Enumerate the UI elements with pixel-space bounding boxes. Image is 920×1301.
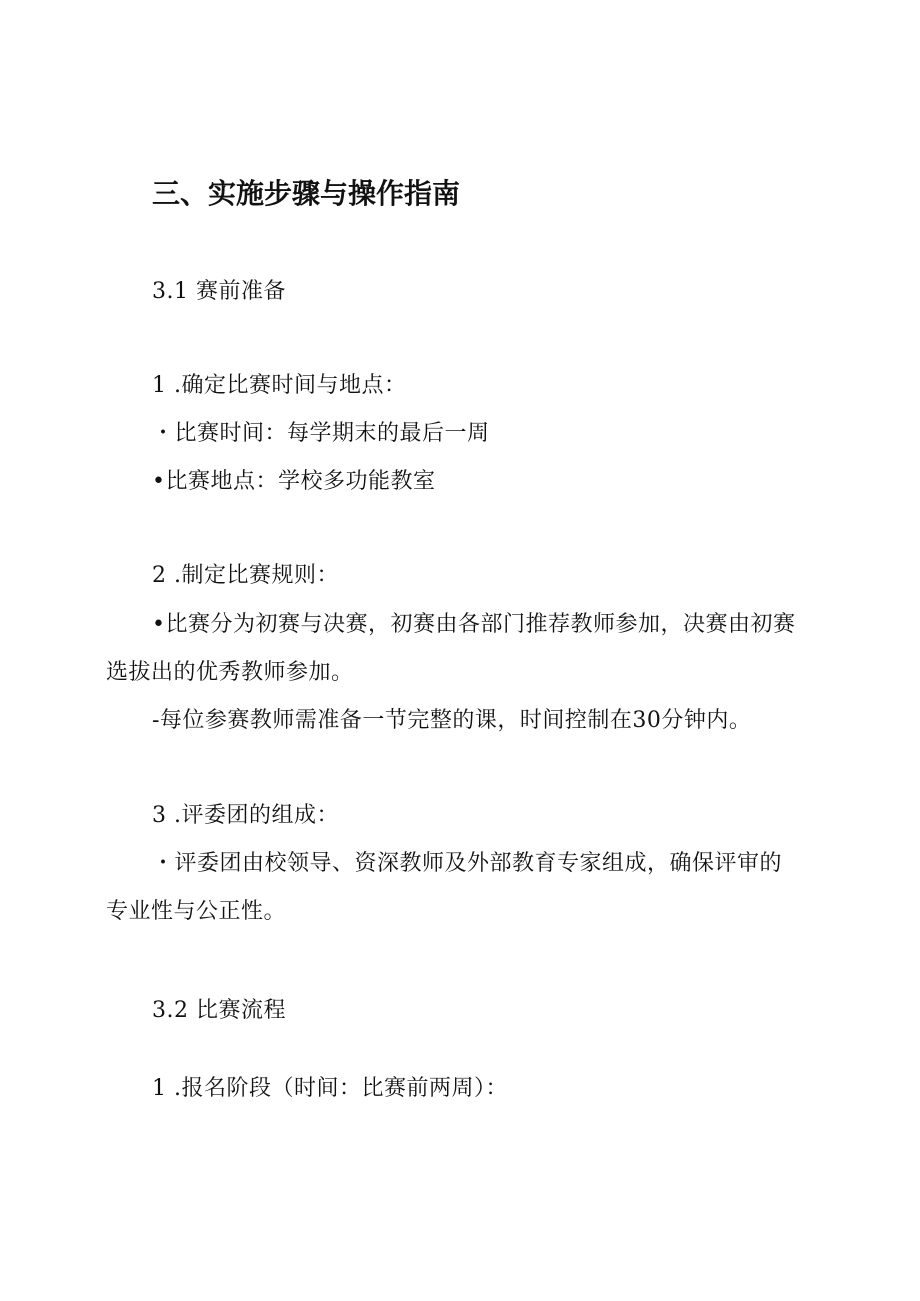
item-heading-time-place: 1 .确定比赛时间与地点： (152, 373, 407, 398)
bullet-competition-venue: •比赛地点：学校多功能教室 (152, 469, 436, 494)
item-heading-rules: 2 .制定比赛规则： (152, 563, 339, 588)
item-heading-registration: 1 .报名阶段（时间：比赛前两周）： (152, 1076, 508, 1101)
bullet-rules-lesson-length: -每位参赛教师需准备一节完整的课，时间控制在30分钟内。 (152, 708, 752, 733)
bullet-rules-stages-line-1: •比赛分为初赛与决赛，初赛由各部门推荐教师参加，决赛由初赛 (152, 612, 796, 637)
item-heading-judges: 3 .评委团的组成： (152, 803, 339, 828)
bullet-judges-composition-line-2: 专业性与公正性。 (106, 899, 287, 924)
bullet-judges-composition-line-1: ・评委团由校领导、资深教师及外部教育专家组成，确保评审的 (152, 851, 783, 876)
bullet-competition-time: ・比赛时间：每学期末的最后一周 (152, 421, 490, 446)
document-title: 三、实施步骤与操作指南 (152, 177, 461, 210)
section-heading-3-1: 3.1 赛前准备 (152, 279, 286, 304)
section-heading-3-2: 3.2 比赛流程 (152, 998, 286, 1023)
bullet-rules-stages-line-2: 选拔出的优秀教师参加。 (106, 660, 354, 685)
